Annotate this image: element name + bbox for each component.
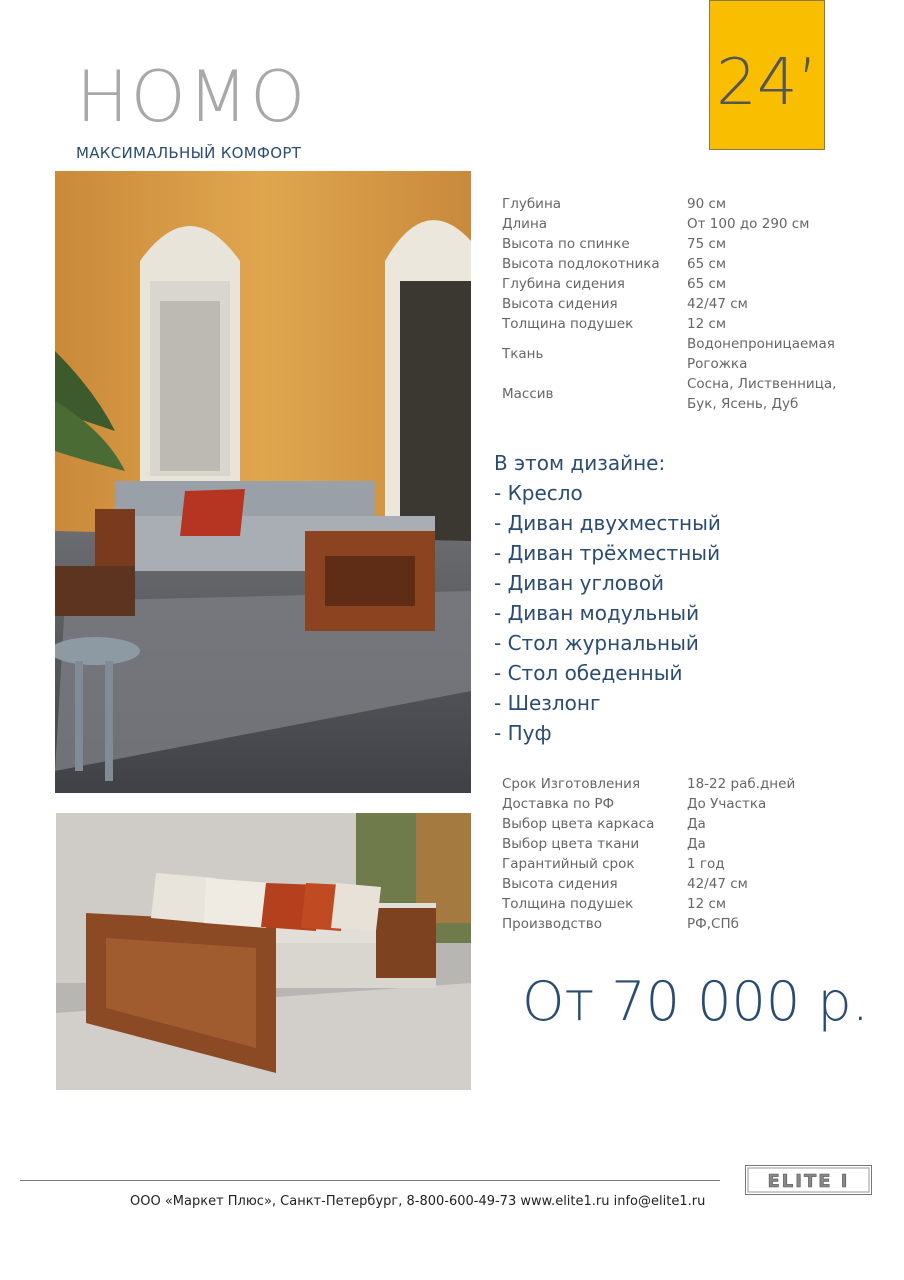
spec-row — [502, 814, 847, 834]
spec-row — [502, 234, 847, 254]
list-item: - Диван угловой — [494, 571, 665, 595]
spec-label: Длина — [502, 216, 548, 232]
list-item: - Кресло — [494, 481, 583, 505]
spec-label: Срок Изготовления — [502, 776, 641, 792]
page-number-badge — [709, 0, 825, 150]
spec-value: Да — [687, 836, 706, 852]
spec-row — [502, 294, 847, 314]
spec-label: Выбор цвета ткани — [502, 836, 640, 852]
spec-label: Высота сидения — [502, 296, 618, 312]
spec-row — [502, 334, 847, 374]
spec-label: Высота сидения — [502, 876, 618, 892]
spec-label: Глубина сидения — [502, 276, 625, 292]
elite-logo — [745, 1165, 872, 1195]
list-item: - Шезлонг — [494, 691, 601, 715]
spec-label: Высота подлокотника — [502, 256, 660, 272]
footer-divider — [20, 1180, 720, 1181]
spec-label: Толщина подушек — [502, 896, 634, 912]
spec-row — [502, 214, 847, 234]
product-photo-showroom — [56, 813, 471, 1090]
spec-row — [502, 874, 847, 894]
price-label: От 70 000 р. — [522, 970, 869, 1033]
specs-table-order — [502, 774, 847, 934]
spec-value: 1 год — [687, 856, 725, 872]
badge-label: 24’ — [716, 46, 818, 120]
spec-row — [502, 794, 847, 814]
spec-label: Ткань — [502, 346, 544, 362]
spec-row — [502, 374, 847, 414]
spec-row — [502, 914, 847, 934]
spec-value: 65 см — [687, 276, 727, 292]
footer-contacts: ООО «Маркет Плюс», Санкт-Петербург, 8-800-600-49-73 www.elite1.ru info@elite1.ru — [130, 1194, 706, 1209]
spec-value: 42/47 см — [687, 296, 748, 312]
spec-row — [502, 194, 847, 214]
spec-row — [502, 854, 847, 874]
spec-value: 42/47 см — [687, 876, 748, 892]
spec-value: От 100 до 290 см — [687, 216, 810, 232]
spec-value: 12 см — [687, 316, 727, 332]
spec-label: Высота по спинке — [502, 236, 630, 252]
list-item: - Стол обеденный — [494, 661, 683, 685]
spec-value: Сосна, Лиственница, Бук, Ясень, Дуб — [687, 376, 837, 412]
spec-value: 12 см — [687, 896, 727, 912]
spec-label: Производство — [502, 916, 602, 932]
spec-value: РФ,СПб — [687, 916, 739, 932]
design-collection-list — [494, 448, 721, 748]
list-item: - Стол журнальный — [494, 631, 699, 655]
spec-label: Массив — [502, 386, 554, 402]
spec-row — [502, 254, 847, 274]
spec-value: 90 см — [687, 196, 727, 212]
spec-label: Глубина — [502, 196, 562, 212]
spec-label: Толщина подушек — [502, 316, 634, 332]
spec-value: Да — [687, 816, 706, 832]
spec-row — [502, 834, 847, 854]
product-title: HOMO — [76, 56, 308, 138]
list-item: - Пуф — [494, 721, 552, 745]
list-item: - Диван двухместный — [494, 511, 721, 535]
spec-value: 65 см — [687, 256, 727, 272]
product-subtitle: МАКСИМАЛЬНЫЙ КОМФОРТ — [76, 144, 302, 162]
specs-table-dimensions — [502, 194, 847, 414]
spec-value: До Участка — [687, 796, 767, 812]
spec-label: Гарантийный срок — [502, 856, 635, 872]
design-heading: В этом дизайне: — [494, 451, 666, 475]
spec-value: 18-22 раб.дней — [687, 776, 796, 792]
spec-row — [502, 314, 847, 334]
spec-row — [502, 274, 847, 294]
logo-text: ELITE I — [767, 1171, 850, 1192]
spec-row — [502, 774, 847, 794]
spec-value: 75 см — [687, 236, 727, 252]
product-photo-terrace — [55, 171, 471, 793]
spec-row — [502, 894, 847, 914]
list-item: - Диван трёхместный — [494, 541, 721, 565]
list-item: - Диван модульный — [494, 601, 700, 625]
spec-label: Доставка по РФ — [502, 796, 615, 812]
spec-label: Выбор цвета каркаса — [502, 816, 655, 832]
spec-value: Водонепроницаемая Рогожка — [687, 336, 835, 372]
